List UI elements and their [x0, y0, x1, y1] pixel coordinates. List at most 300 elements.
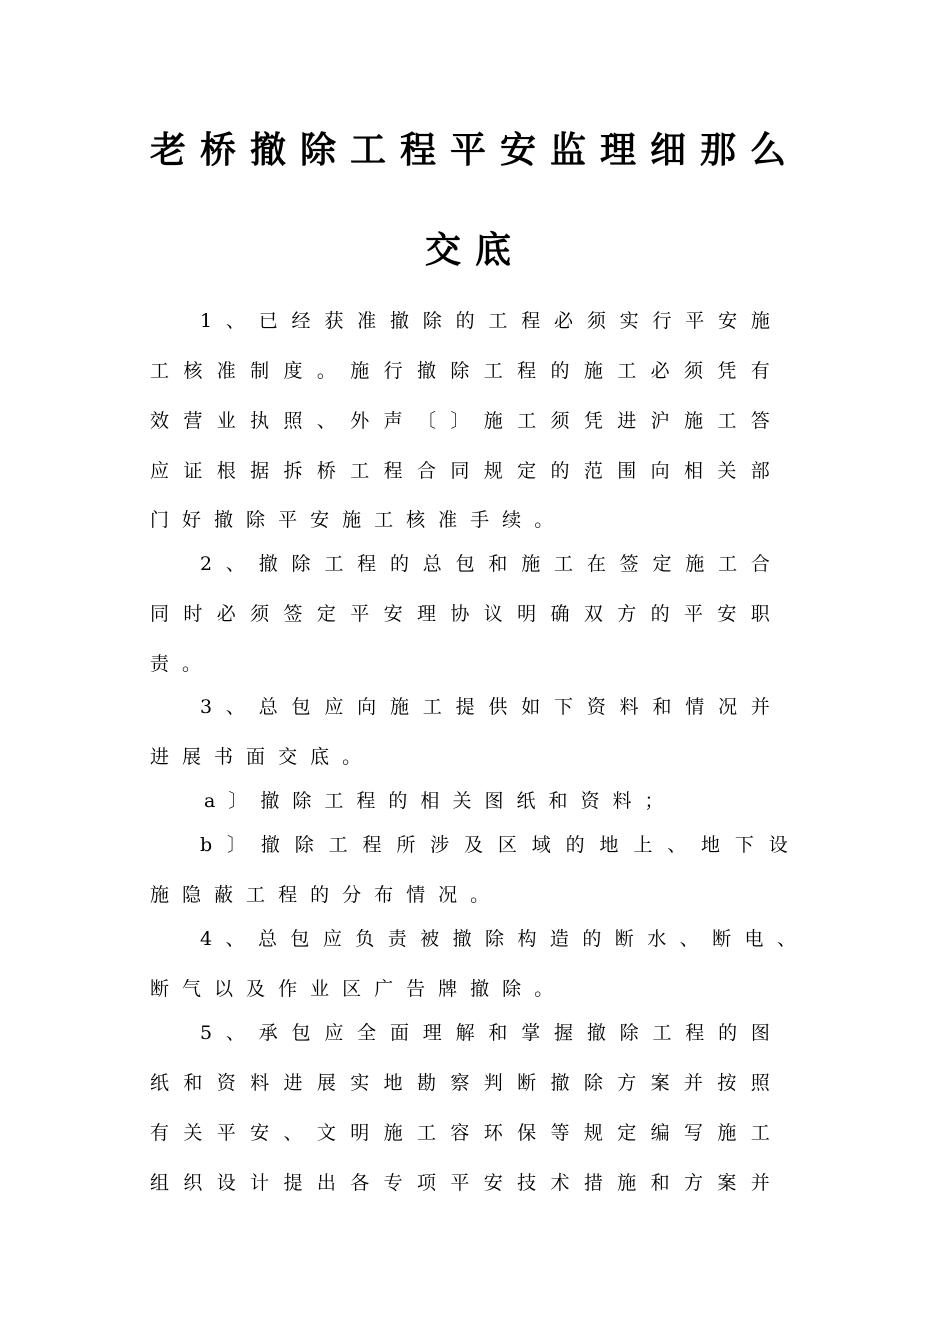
glyph: 定 [617, 1122, 637, 1144]
glyph: 撤 [214, 509, 234, 531]
glyph: 和 [548, 790, 568, 812]
glyph: 施 [483, 410, 503, 432]
glyph: 据 [250, 460, 270, 482]
glyph: 程 [278, 884, 298, 906]
glyph: 工 [417, 1122, 437, 1144]
paragraph-line [200, 692, 770, 722]
glyph: 术 [550, 1172, 570, 1194]
glyph: 区 [342, 978, 362, 1000]
glyph: 施 [521, 553, 541, 575]
glyph: 方 [617, 1072, 637, 1094]
glyph: 下 [554, 696, 574, 718]
glyph: 定 [517, 460, 537, 482]
glyph: 责 [150, 653, 170, 675]
glyph: 程 [362, 834, 382, 856]
glyph: 围 [617, 460, 637, 482]
glyph: 除 [291, 553, 311, 575]
glyph: 牌 [438, 978, 458, 1000]
glyph: 并 [750, 1172, 770, 1194]
glyph: 总 [422, 553, 442, 575]
glyph: 进 [150, 746, 170, 768]
glyph: 进 [617, 410, 637, 432]
paragraph-line [200, 1018, 770, 1048]
glyph: 及 [246, 978, 266, 1000]
glyph: 、 [776, 928, 796, 950]
glyph: 合 [417, 460, 437, 482]
glyph: 程 [356, 790, 376, 812]
glyph: 安 [250, 1122, 270, 1144]
glyph: 供 [488, 696, 508, 718]
glyph: 除 [619, 1022, 639, 1044]
glyph: 设 [216, 1172, 236, 1194]
glyph: 以 [214, 978, 234, 1000]
glyph: 造 [549, 928, 569, 950]
glyph: 安 [483, 1172, 503, 1194]
glyph: 域 [531, 834, 551, 856]
glyph: 和 [488, 1022, 508, 1044]
glyph: 相 [684, 460, 704, 482]
glyph: 等 [550, 1122, 570, 1144]
glyph: 除 [294, 834, 314, 856]
glyph: 全 [357, 1022, 377, 1044]
glyph: 除 [485, 928, 505, 950]
glyph: 凭 [717, 360, 737, 382]
glyph: 除 [292, 790, 312, 812]
glyph: 工 [324, 790, 344, 812]
glyph: 工 [328, 834, 348, 856]
glyph: 各 [350, 1172, 370, 1194]
glyph: 应 [324, 1022, 344, 1044]
glyph: 电 [744, 928, 764, 950]
glyph: 工 [554, 553, 574, 575]
glyph: 区 [497, 834, 517, 856]
glyph: 职 [750, 603, 770, 625]
glyph: 工 [246, 884, 266, 906]
glyph: 照 [750, 1072, 770, 1094]
glyph: 项 [417, 1172, 437, 1194]
glyph: 资 [586, 696, 606, 718]
glyph: 工 [374, 509, 394, 531]
glyph: 签 [283, 603, 303, 625]
glyph: 程 [383, 460, 403, 482]
glyph: 地 [383, 1072, 403, 1094]
glyph: 的 [550, 460, 570, 482]
glyph: 。 [470, 884, 490, 906]
glyph: 气 [182, 978, 202, 1000]
paragraph-line [150, 974, 770, 1004]
glyph: 的 [650, 603, 670, 625]
glyph: 手 [470, 509, 490, 531]
glyph: 、 [225, 1022, 245, 1044]
glyph: 。 [182, 653, 202, 675]
glyph: 工 [350, 460, 370, 482]
glyph: 协 [450, 603, 470, 625]
glyph: 料 [250, 1072, 270, 1094]
glyph: 纸 [150, 1072, 170, 1094]
glyph: 方 [684, 1172, 704, 1194]
glyph: 、 [283, 1122, 303, 1144]
glyph: 明 [517, 603, 537, 625]
glyph: 并 [684, 1072, 704, 1094]
glyph: 文 [316, 1122, 336, 1144]
glyph: 平 [350, 603, 370, 625]
glyph: 准 [438, 509, 458, 531]
glyph: 图 [750, 1022, 770, 1044]
glyph: 工 [483, 360, 503, 382]
glyph: 保 [517, 1122, 537, 1144]
glyph: 工 [617, 360, 637, 382]
glyph: 工 [718, 553, 738, 575]
glyph: 行 [652, 310, 672, 332]
glyph: 好 [182, 509, 202, 531]
glyph: 核 [183, 360, 203, 382]
glyph: 告 [406, 978, 426, 1000]
glyph: 施 [150, 884, 170, 906]
glyph: 平 [450, 1172, 470, 1194]
glyph: 须 [684, 360, 704, 382]
glyph: 须 [250, 603, 270, 625]
glyph: 下 [734, 834, 754, 856]
glyph: 获 [324, 310, 344, 332]
glyph: 2 [200, 553, 213, 575]
glyph: 拆 [283, 460, 303, 482]
glyph: 凭 [583, 410, 603, 432]
paragraph-line [200, 306, 770, 336]
glyph: 组 [150, 1172, 170, 1194]
glyph: 的 [388, 790, 408, 812]
paragraph-line [150, 1168, 770, 1198]
glyph: 提 [455, 696, 475, 718]
paragraph-line [200, 549, 770, 579]
glyph: 同 [150, 603, 170, 625]
glyph: 展 [316, 1072, 336, 1094]
glyph: 。 [316, 360, 336, 382]
glyph: 和 [652, 696, 672, 718]
glyph: 工 [750, 1122, 770, 1144]
paragraph-line [150, 1118, 770, 1148]
glyph: 的 [718, 1022, 738, 1044]
glyph: 判 [483, 1072, 503, 1094]
glyph: 总 [257, 928, 277, 950]
glyph: 除 [502, 978, 522, 1000]
glyph: 的 [565, 834, 585, 856]
glyph: 、 [225, 696, 245, 718]
glyph: 〕 [228, 790, 248, 812]
list-item-b [200, 830, 788, 860]
glyph: 责 [387, 928, 407, 950]
glyph: 撤 [417, 360, 437, 382]
glyph: 施 [617, 1172, 637, 1194]
glyph: 解 [455, 1022, 475, 1044]
glyph: 包 [291, 1022, 311, 1044]
glyph: 编 [650, 1122, 670, 1144]
glyph: 承 [258, 1022, 278, 1044]
glyph: 料 [612, 790, 632, 812]
glyph: 并 [750, 696, 770, 718]
glyph: 相 [420, 790, 440, 812]
glyph: 撤 [550, 1072, 570, 1094]
glyph: 撤 [586, 1022, 606, 1044]
glyph: 程 [521, 310, 541, 332]
glyph: 、 [316, 410, 336, 432]
glyph: 3 [200, 696, 213, 718]
glyph: 施 [684, 410, 704, 432]
glyph: 〕 [227, 834, 247, 856]
glyph: b [200, 834, 213, 856]
glyph: 根 [216, 460, 236, 482]
glyph: 和 [650, 1172, 670, 1194]
glyph: 撤 [260, 790, 280, 812]
glyph: 施 [383, 1122, 403, 1144]
glyph: 撤 [258, 553, 278, 575]
glyph: 议 [483, 603, 503, 625]
glyph: 出 [316, 1172, 336, 1194]
glyph: 负 [355, 928, 375, 950]
glyph: 涉 [430, 834, 450, 856]
glyph: 按 [717, 1072, 737, 1094]
glyph: 包 [290, 928, 310, 950]
glyph: 应 [322, 928, 342, 950]
glyph: 上 [633, 834, 653, 856]
glyph: 织 [183, 1172, 203, 1194]
glyph: 向 [357, 696, 377, 718]
glyph: 范 [583, 460, 603, 482]
glyph: 部 [750, 460, 770, 482]
page-title-line-2: 交底 [424, 229, 525, 271]
glyph: 的 [550, 360, 570, 382]
glyph: 行 [383, 360, 403, 382]
glyph: ； [644, 790, 664, 812]
glyph: 构 [517, 928, 537, 950]
glyph: 关 [717, 460, 737, 482]
glyph: 握 [554, 1022, 574, 1044]
paragraph-line [150, 456, 770, 486]
glyph: 技 [517, 1172, 537, 1194]
glyph: 察 [450, 1072, 470, 1094]
glyph: 断 [614, 928, 634, 950]
glyph: 安 [718, 310, 738, 332]
glyph: 的 [582, 928, 602, 950]
glyph: 勘 [417, 1072, 437, 1094]
glyph: 、 [679, 928, 699, 950]
glyph: 定 [652, 553, 672, 575]
glyph: 、 [225, 310, 245, 332]
glyph: 料 [619, 696, 639, 718]
list-item-a [204, 786, 824, 816]
glyph: 已 [258, 310, 278, 332]
glyph: 确 [550, 603, 570, 625]
glyph: 外 [350, 410, 370, 432]
glyph: 理 [422, 1022, 442, 1044]
glyph: 提 [283, 1172, 303, 1194]
glyph: 分 [342, 884, 362, 906]
glyph: 在 [586, 553, 606, 575]
glyph: 向 [650, 460, 670, 482]
glyph: 程 [357, 553, 377, 575]
glyph: 资 [580, 790, 600, 812]
glyph: 工 [517, 410, 537, 432]
glyph: 关 [452, 790, 472, 812]
glyph: 平 [685, 310, 705, 332]
glyph: 的 [455, 310, 475, 332]
glyph: 环 [483, 1122, 503, 1144]
glyph: 须 [586, 310, 606, 332]
glyph: 业 [216, 410, 236, 432]
glyph: 时 [183, 603, 203, 625]
glyph: 方 [617, 603, 637, 625]
glyph: 照 [283, 410, 303, 432]
glyph: 案 [717, 1172, 737, 1194]
glyph: 断 [712, 928, 732, 950]
glyph: 应 [150, 460, 170, 482]
glyph: 经 [291, 310, 311, 332]
glyph: 撤 [470, 978, 490, 1000]
glyph: 须 [550, 410, 570, 432]
glyph: 必 [216, 603, 236, 625]
glyph: 图 [484, 790, 504, 812]
glyph: 施 [389, 696, 409, 718]
glyph: 情 [406, 884, 426, 906]
glyph: 工 [422, 696, 442, 718]
glyph: 情 [685, 696, 705, 718]
glyph: 准 [357, 310, 377, 332]
glyph: 定 [316, 603, 336, 625]
glyph: 掌 [521, 1022, 541, 1044]
glyph: 水 [647, 928, 667, 950]
paragraph-line [150, 406, 770, 436]
glyph: 、 [225, 928, 245, 950]
glyph: 展 [182, 746, 202, 768]
glyph: 理 [417, 603, 437, 625]
glyph: 案 [650, 1072, 670, 1094]
paragraph-line [200, 924, 796, 954]
glyph: 必 [554, 310, 574, 332]
glyph: 安 [717, 603, 737, 625]
glyph: 答 [750, 410, 770, 432]
glyph: 桥 [316, 460, 336, 482]
paragraph-line [150, 356, 770, 386]
glyph: 续 [502, 509, 522, 531]
glyph: 。 [534, 978, 554, 1000]
glyph: 断 [150, 978, 170, 1000]
glyph: 况 [438, 884, 458, 906]
glyph: 资 [216, 1072, 236, 1094]
glyph: 被 [420, 928, 440, 950]
glyph: 包 [455, 553, 475, 575]
glyph: 〔 [417, 410, 437, 432]
glyph: 程 [685, 1022, 705, 1044]
glyph: 交 [278, 746, 298, 768]
glyph: 安 [383, 603, 403, 625]
glyph: 规 [583, 1122, 603, 1144]
glyph: 撤 [260, 834, 280, 856]
glyph: 及 [464, 834, 484, 856]
glyph: 作 [278, 978, 298, 1000]
glyph: 底 [310, 746, 330, 768]
glyph: 进 [283, 1072, 303, 1094]
glyph: 书 [214, 746, 234, 768]
glyph: 执 [250, 410, 270, 432]
glyph: 沪 [650, 410, 670, 432]
glyph: 5 [200, 1022, 213, 1044]
glyph: 、 [225, 553, 245, 575]
glyph: 安 [310, 509, 330, 531]
glyph: 平 [278, 509, 298, 531]
paragraph-line [150, 599, 770, 629]
paragraph-line [150, 649, 770, 679]
glyph: 如 [521, 696, 541, 718]
glyph: 应 [324, 696, 344, 718]
glyph: 制 [250, 360, 270, 382]
glyph: 核 [406, 509, 426, 531]
glyph: 计 [250, 1172, 270, 1194]
glyph: 、 [667, 834, 687, 856]
glyph: 明 [350, 1122, 370, 1144]
glyph: 双 [583, 603, 603, 625]
glyph: 撤 [452, 928, 472, 950]
glyph: 地 [599, 834, 619, 856]
glyph: 布 [374, 884, 394, 906]
glyph: 施 [583, 360, 603, 382]
glyph: 证 [183, 460, 203, 482]
glyph: 有 [150, 1122, 170, 1144]
glyph: 平 [216, 1122, 236, 1144]
glyph: 4 [200, 928, 213, 950]
glyph: 实 [619, 310, 639, 332]
glyph: 规 [483, 460, 503, 482]
glyph: 工 [150, 360, 170, 382]
glyph: 合 [750, 553, 770, 575]
glyph: 工 [717, 410, 737, 432]
glyph: 实 [350, 1072, 370, 1094]
glyph: 的 [389, 553, 409, 575]
glyph: 施 [342, 509, 362, 531]
glyph: 面 [246, 746, 266, 768]
glyph: 除 [583, 1072, 603, 1094]
glyph: 。 [342, 746, 362, 768]
paragraph-line [150, 505, 770, 535]
glyph: 施 [717, 1122, 737, 1144]
glyph: 营 [183, 410, 203, 432]
page-title-line-1: 老桥撤除工程平安监理细那么 [149, 129, 800, 171]
glyph: 措 [583, 1172, 603, 1194]
glyph: 同 [450, 460, 470, 482]
glyph: 施 [750, 310, 770, 332]
glyph: 除 [246, 509, 266, 531]
glyph: 断 [517, 1072, 537, 1094]
glyph: 度 [283, 360, 303, 382]
glyph: 工 [324, 553, 344, 575]
glyph: 工 [488, 310, 508, 332]
glyph: 况 [718, 696, 738, 718]
paragraph-line [150, 1068, 770, 1098]
glyph: 施 [685, 553, 705, 575]
glyph: 和 [183, 1072, 203, 1094]
glyph: 效 [150, 410, 170, 432]
glyph: 包 [291, 696, 311, 718]
glyph: 签 [619, 553, 639, 575]
glyph: 写 [684, 1122, 704, 1144]
glyph: 业 [310, 978, 330, 1000]
glyph: 广 [374, 978, 394, 1000]
glyph: 面 [389, 1022, 409, 1044]
glyph: 程 [517, 360, 537, 382]
glyph: 施 [350, 360, 370, 382]
glyph: 设 [768, 834, 788, 856]
glyph: 有 [750, 360, 770, 382]
glyph: 1 [200, 310, 213, 332]
glyph: 和 [488, 553, 508, 575]
